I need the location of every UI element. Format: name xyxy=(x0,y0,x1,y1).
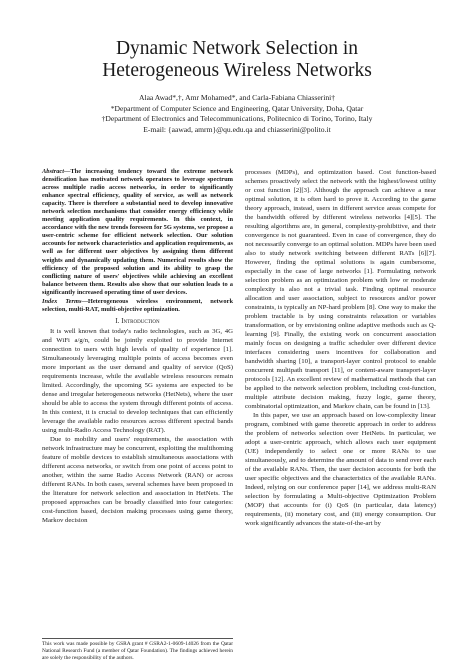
author-email: E-mail: {aawad, amrm}@qu.edu.qa and chiasserini@polito.it xyxy=(143,124,331,134)
intro-paragraph-2-continued: processes (MDPs), and optimization based. Cost function-based schemes proactively select the network with the highest/lowest utility or cost function [2][3]. Although the approach can achieve a near optimal solution, it is often hard to prove it. According to the game theory approach, instead, users in different service areas compete for the bandwidth offered by different wireless networks [4][5]. The resulting algorithms are, in general, complexity-prohibitive, and their convergence is not guaranteed. Even in case of convergence, they do not necessarily converge to an optimal solution. MDPs have been used also to study network switching between different RATs [6][7]. However, finding the optimal solutions is again cumbersome, especially in the case of large networks [1]. Formulating network selection problem as an optimization problem with low or moderate complexity is also not a trivial task. Finding optimal resource allocation and user association, subject to resources and/or power constraints, is typically an NP-hard problem [8]. One way to make the problem tractable is by using constraints relaxation or variables transformation, or by envisioning online adaptive methods such as Q-learning [9]. Finally, the existing work on concurrent association mainly focus on designing a traffic scheduler over different device interfaces considering users incentives for collaboration and bandwidth sharing [10], a transport-layer control protocol to enable concurrent multipath transport [11], or content-aware transport-layer protocols [12]. An excellent review of mathematical methods that can be applied to the network selection problem, including cost-function, multiple attribute decision making, fuzzy logic, game theory, combinatorial optimization, and Markov chain, can be found in [13]. xyxy=(245,169,436,410)
author-block xyxy=(40,93,434,135)
intro-paragraph-2: Due to mobility and users' requirements, the association with network infrastructure may be concurrent, exploiting the multihoming feature of mobile devices to establish simultaneous associations with different access networks, or switch from one point of access point to another, within the same Radio Access Network (RAN) or across different RANs. In both cases, several schemes have been proposed in the literature for network selection and association in HetNets. The proposed approaches can be broadly classified into four categories: cost-function based, decision making processes using game theory, Markov decision xyxy=(42,435,233,524)
index-terms-lead: Index Terms xyxy=(42,297,82,305)
left-column xyxy=(42,168,233,525)
index-terms xyxy=(42,298,233,314)
title-line-1: Dynamic Network Selection in xyxy=(115,38,359,59)
abstract xyxy=(42,168,233,297)
intro-paragraph-3: In this paper, we use an approach based on low-complexity linear program, combined with game theoretic approach in order to address the problem of networks selection over HetNets. In particular, we adopt a user-centric approach, which allows each user equipment (UE) independently to select one or more RANs to use simultaneously, and to determine the amount of data to send over each of the available RANs. Then, the user decision accounts for both the user specific objectives and the characteristics of the available RANs. Indeed, relying on our conference paper [14], we address multi-RAN selection by formulating a Multi-objective Optimization Problem (MOP) that accounts for (i) QoS (in particular, data latency) requirements, (ii) monetary cost, and (iii) energy consumption. Our work significantly advances the state-of-the-art by xyxy=(245,412,436,527)
funding-footnote: This work was made possible by GSRA grant # GSRA2-1-0609-14026 from the Qatar National Research Fund (a member of Qatar Foundation). The findings achieved herein are solely the responsibility of the authors. xyxy=(42,638,233,662)
paper-title xyxy=(40,38,434,82)
index-terms-text: —Heterogeneous wireless environment, network selection, multi-RAT, multi-objective optimization. xyxy=(42,297,234,313)
section-heading-introduction: I. Introduction xyxy=(115,316,160,325)
author-names: Alaa Awad*,†, Amr Mohamed*, and Carla-Fabiana Chiasserini† xyxy=(138,93,336,102)
right-column xyxy=(245,168,436,528)
abstract-text: —The increasing tendency toward the extreme network densification has motivated network operators to leverage spectrum across multiple radio access networks, in order to significantly enhance spectral efficiency, quality of service, as well as network capacity. There is therefore a substantial need to develop innovative network selection mechanisms that consider energy efficiency while meeting application quality requirements. In this context, in accordance with the new trends foreseen for 5G systems, we propose a user-centric scheme for efficient network selection. Our solution accounts for network characteristics and application requirements, as well as for different user objectives by assigning them different weights and dynamically updating them. Numerical results show the efficiency of the proposed solution and its ability to grasp the conflicting nature of users' objectives while achieving an excellent balance between them. Results also show that our solution leads to a significantly increased operating time of user devices. xyxy=(42,168,233,296)
intro-paragraph-1: It is well known that today's radio technologies, such as 3G, 4G and WiFi a/g/n, could be jointly exploited to provide Internet connection to users with high levels of quality of experience [1]. Simultaneously leveraging multiple points of access becomes even more important as the user demand and quality of service (QoS) requirements increase, while the available wireless resources remain limited. Accordingly, the upcoming 5G systems are expected to be dense and irregular heterogeneous networks (HetNets), where the user should be able to access the system through different points of access. In this context, it is crucial to develop techniques that can efficiently leverage the available radio resources across different spectral bands using multi-Radio Access Technology (RAT). xyxy=(42,327,233,434)
affiliation-1: *Department of Computer Science and Engineering, Qatar University, Doha, Qatar xyxy=(110,103,364,113)
affiliation-2: †Department of Electronics and Telecommunications, Politecnico di Torino, Torino, Italy xyxy=(101,114,373,124)
abstract-lead: Abstract xyxy=(42,168,65,175)
title-line-2: Heterogeneous Wireless Networks xyxy=(102,60,372,81)
